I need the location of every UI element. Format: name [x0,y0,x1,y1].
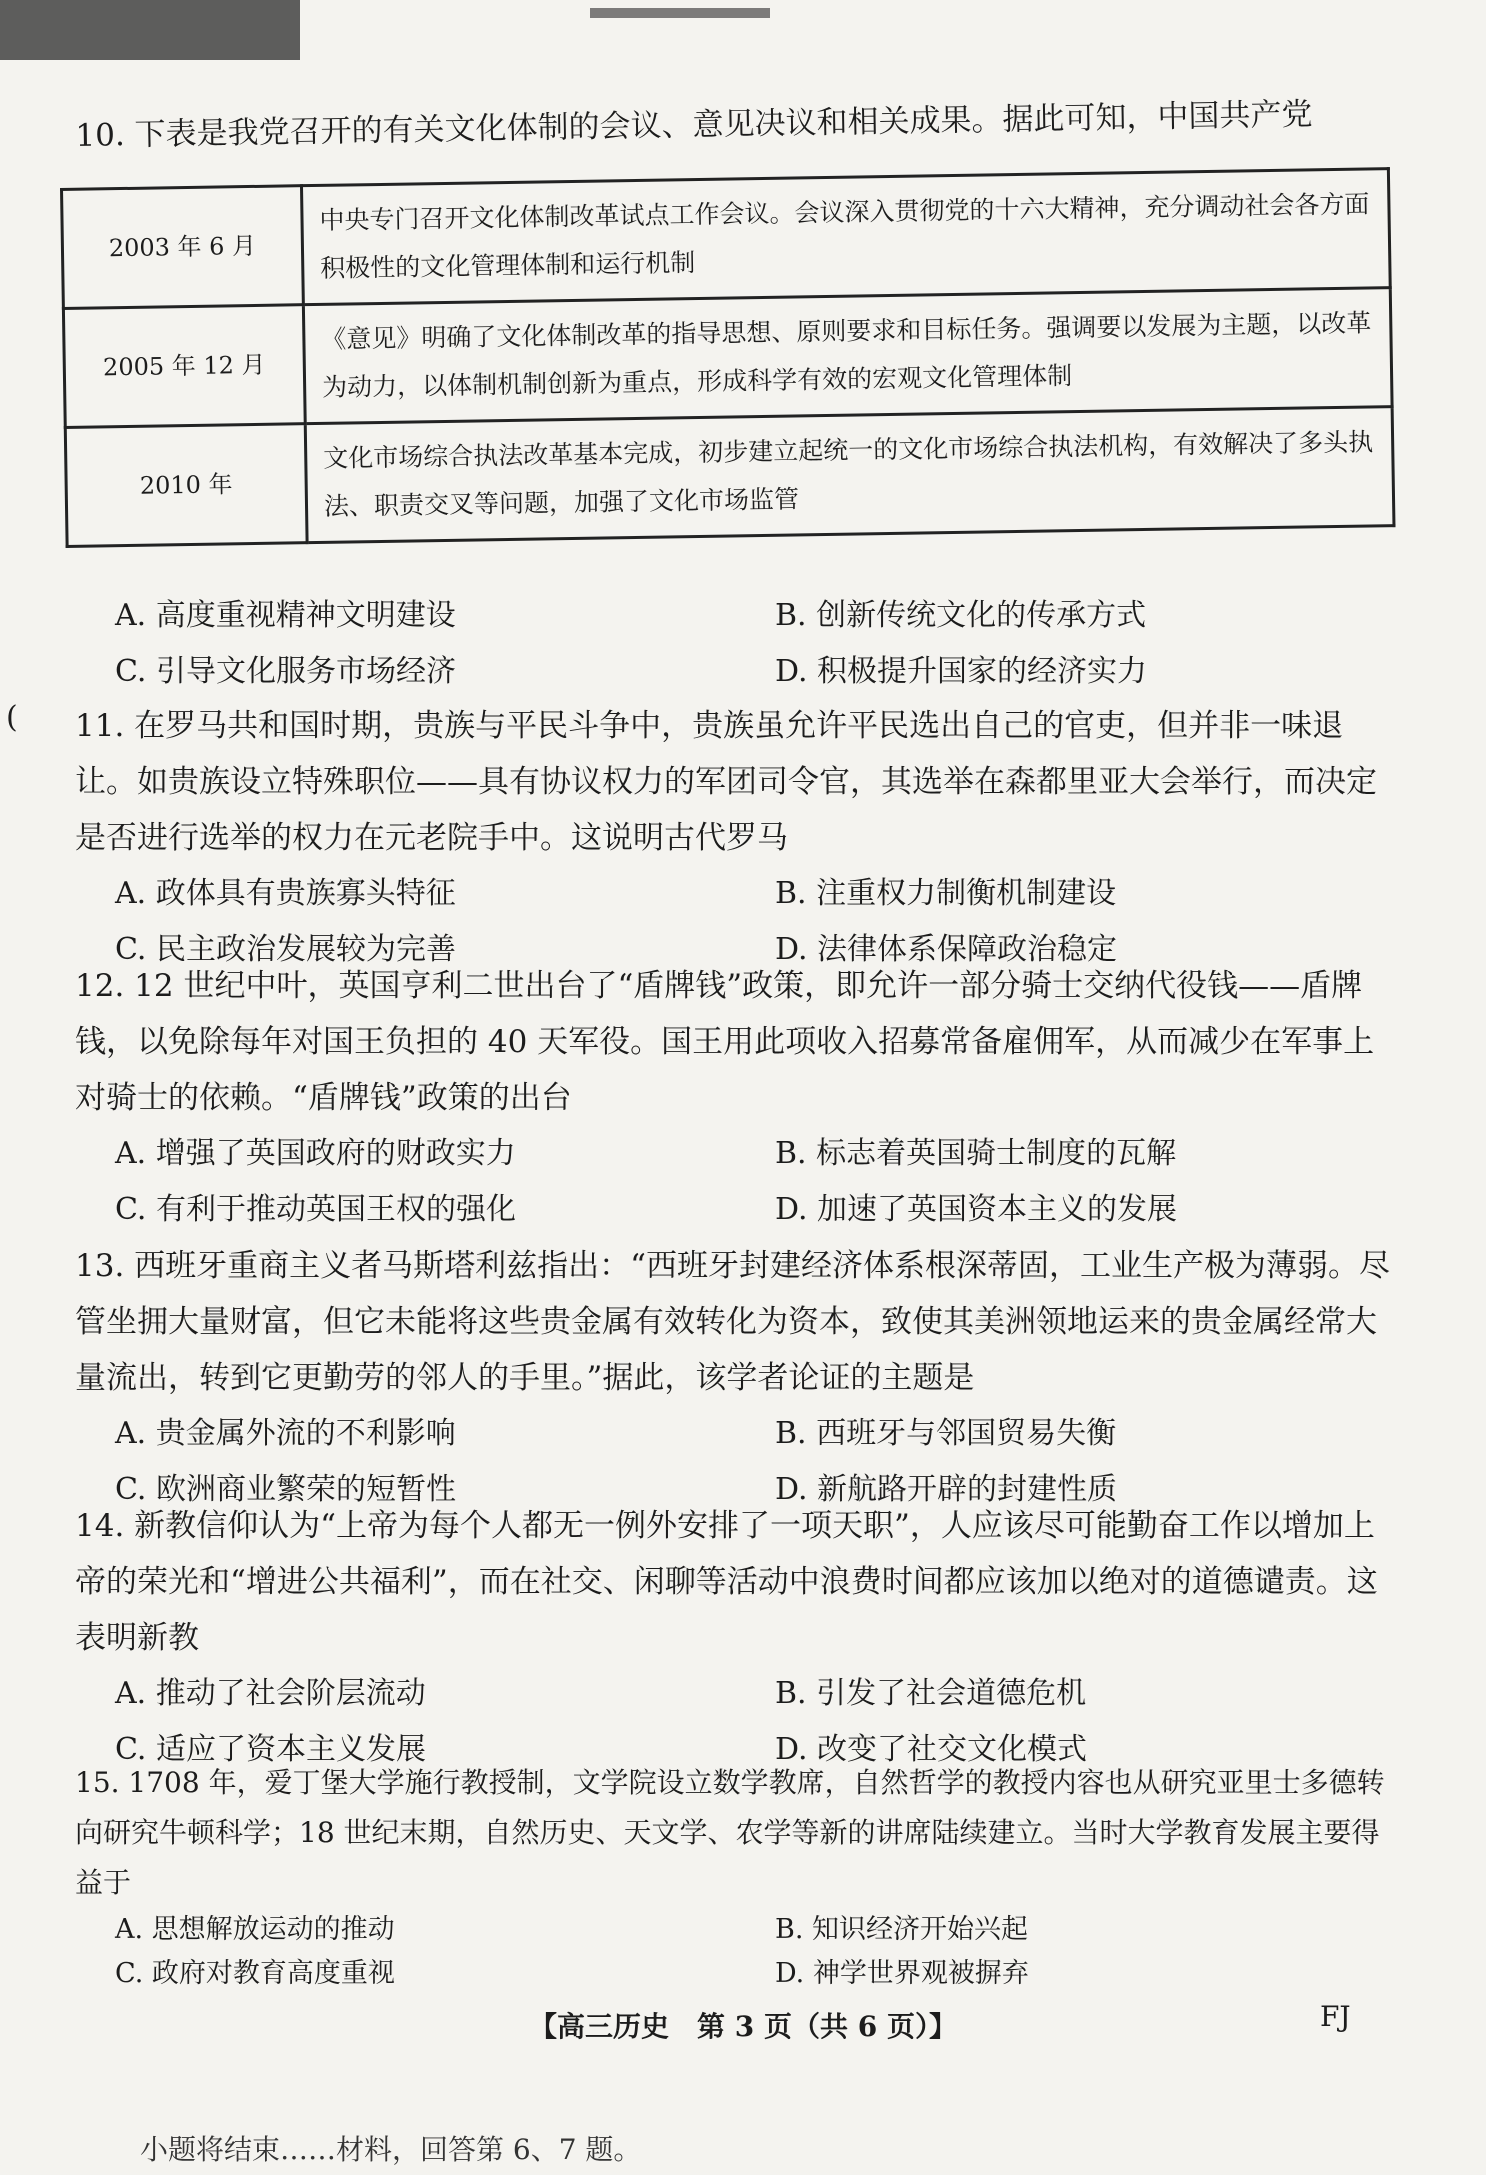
question-15 [75,1758,1405,1998]
option-b[interactable]: B. 创新传统文化的传承方式 [775,598,1147,633]
option-c[interactable]: C. 政府对教育高度重视 [115,1958,395,1989]
option-c[interactable]: C. 有利于推动英国王权的强化 [115,1192,516,1227]
option-b[interactable]: B. 西班牙与邻国贸易失衡 [775,1416,1117,1451]
question-13-stem: 13. 西班牙重商主义者马斯塔利兹指出：“西班牙封建经济体系根深蒂固，工业生产极为薄弱。尽管坐拥大量财富，但它未能将这些贵金属有效转化为资本，致使其美洲领地运来的贵金属经常大量流出，转到它更勤劳的邻人的手里。”据此，该学者论证的主题是 [75,1248,1390,1396]
question-12 [75,958,1405,1238]
option-a[interactable]: A. 贵金属外流的不利影响 [115,1416,456,1451]
option-a[interactable]: A. 推动了社会阶层流动 [115,1676,426,1711]
question-14-stem: 14. 新教信仰认为“上帝为每个人都无一例外安排了一项天职”，人应该尽可能勤奋工作以增加上帝的荣光和“增进公共福利”，而在社交、闲聊等活动中浪费时间都应该加以绝对的道德谴责。这表明新教 [75,1508,1378,1656]
option-d[interactable]: D. 积极提升国家的经济实力 [775,654,1148,689]
margin-bracket: ( [6,700,18,735]
table-cell-date: 2005 年 12 月 [63,305,305,428]
option-a[interactable]: A. 思想解放运动的推动 [115,1914,395,1945]
option-a[interactable]: A. 高度重视精神文明建设 [115,598,456,633]
option-c[interactable]: C. 民主政治发展较为完善 [115,932,456,967]
question-11-stem: 11. 在罗马共和国时期，贵族与平民斗争中，贵族虽允许平民选出自己的官吏，但并非一味退让。如贵族设立特殊职位——具有协议权力的军团司令官，其选举在森都里亚大会举行，而决定是否进行选举的权力在元老院手中。这说明古代罗马 [75,708,1377,856]
option-b[interactable]: B. 知识经济开始兴起 [775,1914,1029,1945]
option-c[interactable]: C. 适应了资本主义发展 [115,1732,426,1767]
option-d[interactable]: D. 新航路开辟的封建性质 [775,1472,1118,1507]
question-15-stem: 15. 1708 年，爱丁堡大学施行教授制，文学院设立数学教席，自然哲学的教授内容也从研究亚里士多德转向研究牛顿科学；18 世纪末期，自然历史、天文学、农学等新的讲席陆续建立。当时大学教育发展主要得益于 [75,1766,1385,1899]
table-cell-content: 文化市场综合执法改革基本完成，初步建立起统一的文化市场综合执法机构，有效解决了多头执法、职责交叉等问题，加强了文化市场监管 [305,407,1394,543]
option-b[interactable]: B. 标志着英国骑士制度的瓦解 [775,1136,1177,1171]
question-12-stem: 12. 12 世纪中叶，英国亨利二世出台了“盾牌钱”政策，即允许一部分骑士交纳代役钱——盾牌钱，以免除每年对国王负担的 40 天军役。国王用此项收入招募常备雇佣军，从而减少在军事上对骑士的依赖。“盾牌钱”政策的出台 [75,968,1375,1116]
table-row [65,407,1394,547]
table-row [62,169,1391,309]
question-10-stem: 10. 下表是我党召开的有关文化体制的会议、意见决议和相关成果。据此可知，中国共产党 [75,96,1313,154]
table-cell-date: 2003 年 6 月 [62,186,304,309]
question-14 [75,1498,1405,1778]
option-d[interactable]: D. 加速了英国资本主义的发展 [775,1192,1178,1227]
scan-artifact-top-center [590,8,770,18]
option-a[interactable]: A. 政体具有贵族寡头特征 [115,876,456,911]
option-b[interactable]: B. 引发了社会道德危机 [775,1676,1087,1711]
table-row [63,288,1392,428]
option-c[interactable]: C. 欧洲商业繁荣的短暂性 [115,1472,456,1507]
option-d[interactable]: D. 神学世界观被摒弃 [775,1958,1029,1989]
option-d[interactable]: D. 改变了社交文化模式 [775,1732,1088,1767]
option-d[interactable]: D. 法律体系保障政治稳定 [775,932,1118,967]
question-10 [75,96,1405,164]
question-10-table [60,167,1395,548]
table-cell-date: 2010 年 [65,424,307,547]
page-footer: 【高三历史 第 3 页（共 6 页）】 [529,2010,957,2043]
table-cell-content: 《意见》明确了文化体制改革的指导思想、原则要求和目标任务。强调要以发展为主题，以改革为动力，以体制机制创新为重点，形成科学有效的宏观文化管理体制 [303,288,1392,424]
question-11 [75,698,1405,978]
scan-artifact-top-left [0,0,300,60]
option-c[interactable]: C. 引导文化服务市场经济 [115,654,456,689]
question-10-options [75,588,1405,700]
option-a[interactable]: A. 增强了英国政府的财政实力 [115,1136,516,1171]
question-13 [75,1238,1405,1518]
next-page-bleed-text: 小题将结束……材料，回答第 6、7 题。 [140,2133,642,2166]
option-b[interactable]: B. 注重权力制衡机制建设 [775,876,1117,911]
table-cell-content: 中央专门召开文化体制改革试点工作会议。会议深入贯彻党的十六大精神，充分调动社会各方面积极性的文化管理体制和运行机制 [301,169,1390,305]
region-code: FJ [1320,2000,1351,2033]
